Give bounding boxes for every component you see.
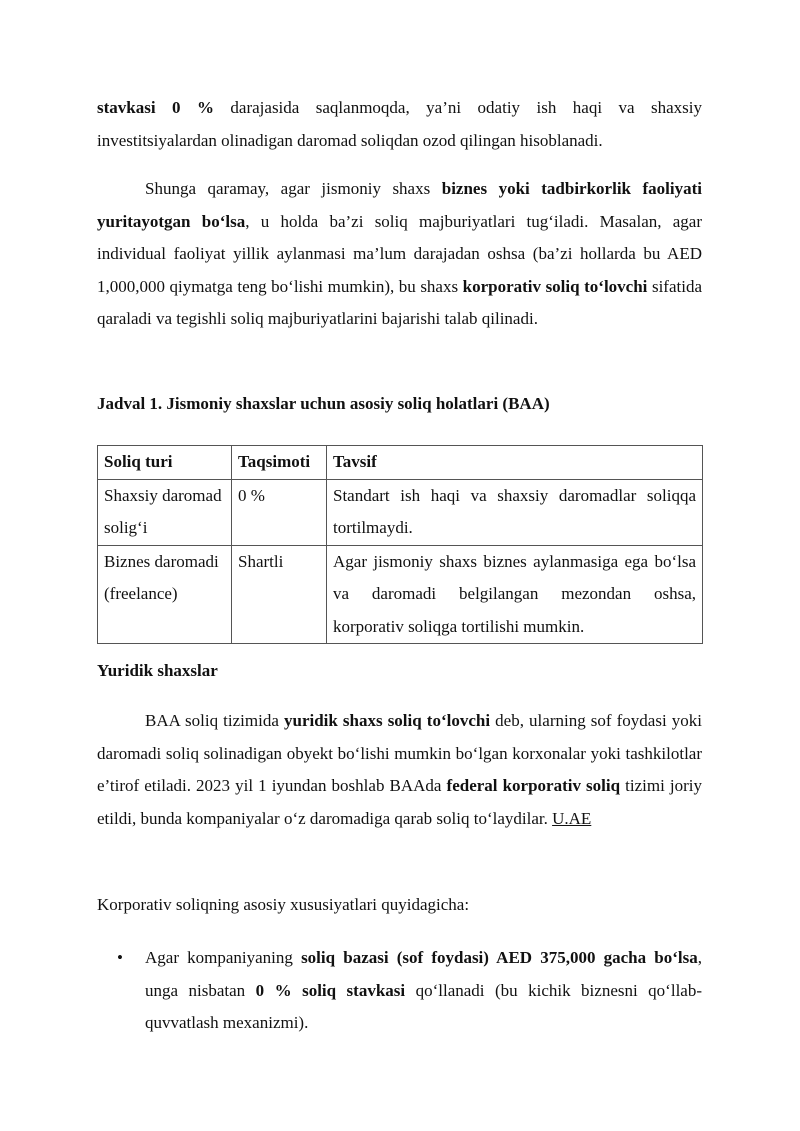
tax-table	[97, 445, 703, 644]
text: Agar kompaniyaning	[145, 948, 302, 967]
table-cell: Shaxsiy daromad solig‘i	[98, 479, 232, 545]
paragraph-legal-entities	[97, 705, 702, 835]
bold-text: yuridik shaxs soliq to‘lovchi	[283, 711, 491, 730]
text: deb, ularning sof foydasi yoki daromadi soliq solinadigan obyekt bo‘lishi mumkin bo‘lgan korxonalar yoki tashkilotlar e’tirof etiladi. 2023 yil 1 iyundan boshlab BAAda	[97, 711, 702, 795]
table-cell: Shartli	[232, 545, 327, 644]
text: BAA soliq tizimida	[145, 711, 284, 730]
bold-text: 0 % soliq stavkasi	[255, 980, 406, 1000]
column-header: Tavsif	[327, 446, 703, 480]
table-row	[98, 479, 703, 545]
text: Shunga qaramay, agar jismoniy shaxs	[145, 179, 442, 198]
table-cell: Agar jismoniy shaxs biznes aylanmasiga ega bo‘lsa va daromadi belgilangan mezondan oshsa, korporativ soliqga tortilishi mumkin.	[327, 545, 703, 644]
column-header: Soliq turi	[98, 446, 232, 480]
text: sifatida qaraladi va tegishli soliq majburiyatlarini bajarishi talab qilinadi.	[97, 276, 702, 328]
section-heading: Yuridik shaxslar	[97, 661, 218, 680]
text: qo‘llanadi (bu kichik biznesni qo‘llab-quvvatlash mexanizmi).	[145, 980, 702, 1032]
table-title: Jadval 1. Jismoniy shaxslar uchun asosiy soliq holatlari (BAA)	[97, 394, 550, 413]
bold-text: federal korporativ soliq	[446, 776, 621, 795]
bullet-icon: •	[117, 948, 123, 967]
paragraph-features-intro: Korporativ soliqning asosiy xususiyatlari quyidagicha:	[97, 895, 470, 914]
text: darajasida saqlanmoqda, ya’ni odatiy ish haqi va shaxsiy investitsiyalardan olinadigan daromad soliqdan ozod qilingan hisoblanadi.	[97, 98, 702, 150]
text: , unga nisbatan	[145, 948, 702, 1000]
paragraph-tax-rate	[97, 92, 702, 157]
bold-text: soliq bazasi (sof foydasi) AED 375,000 gacha bo‘lsa	[301, 948, 698, 967]
paragraph-business-activity	[97, 173, 702, 336]
list-item-text	[145, 942, 702, 1040]
bold-text: biznes yoki tadbirkorlik faoliyati yuritayotgan bo‘lsa	[97, 179, 702, 231]
table-cell: Biznes daromadi (freelance)	[98, 545, 232, 644]
list-item	[97, 942, 702, 1040]
source-link[interactable]: U.AE	[552, 808, 592, 828]
table-cell: 0 %	[232, 479, 327, 545]
bold-text: korporativ soliq to‘lovchi	[462, 276, 648, 296]
text: , u holda ba’zi soliq majburiyatlari tug‘iladi. Masalan, agar individual faoliyat yillik aylanmasi ma’lum darajadan oshsa (ba’zi hollarda bu AED 1,000,000 qiymatga teng bo‘lishi mumkin), bu shaxs	[97, 211, 702, 296]
bold-text: stavkasi 0 %	[97, 98, 214, 117]
table-header-row	[98, 446, 703, 480]
column-header: Taqsimoti	[232, 446, 327, 480]
text: tizimi joriy etildi, bunda kompaniyalar o‘z daromadiga qarab soliq to‘laydilar.	[97, 776, 702, 828]
table-row	[98, 545, 703, 644]
table-cell: Standart ish haqi va shaxsiy daromadlar soliqqa tortilmaydi.	[327, 479, 703, 545]
